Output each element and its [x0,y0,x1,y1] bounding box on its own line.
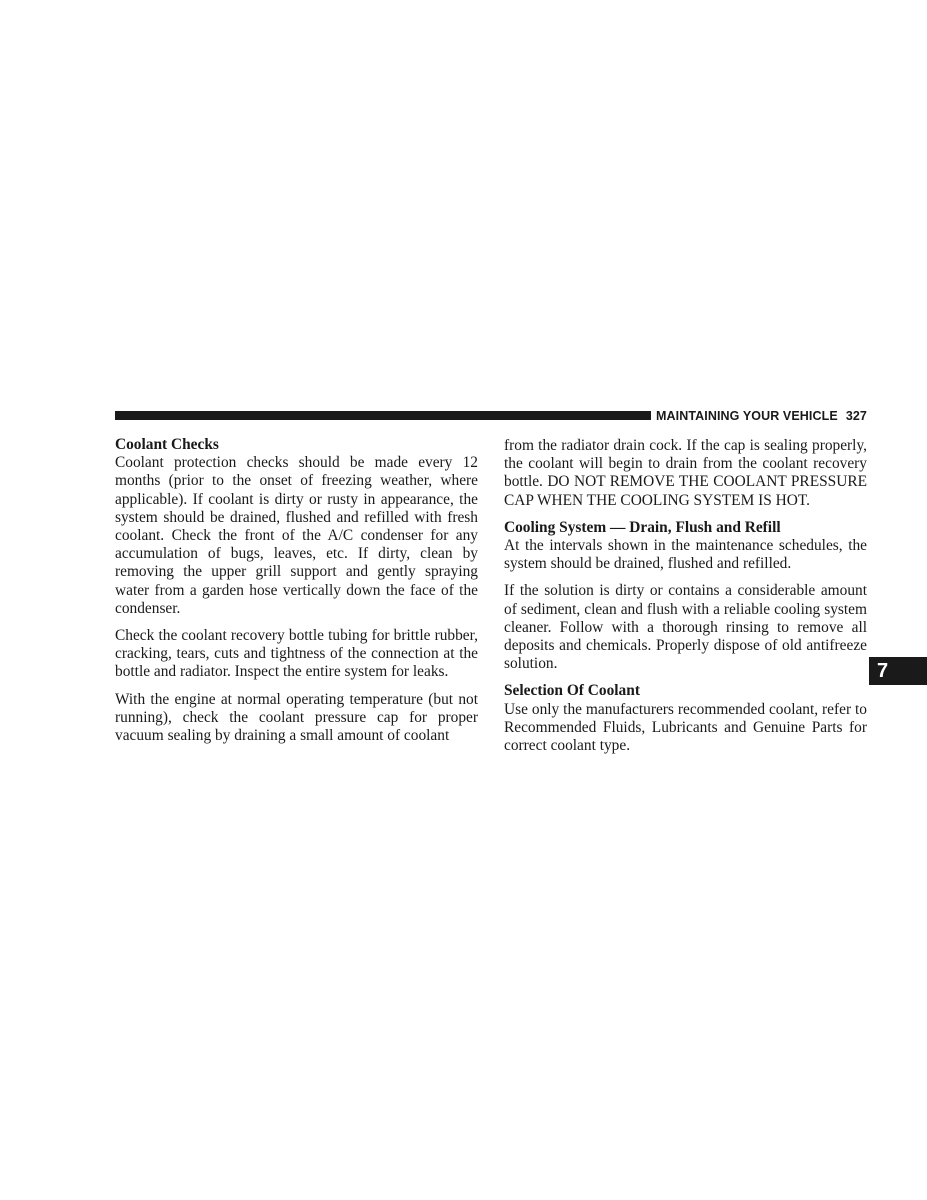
chapter-number: 7 [877,660,889,682]
header-rule [115,411,651,420]
body-paragraph: Coolant protection checks should be made every 12 months (prior to the onset of freezing weather, where applicable). If coolant is dirty or rusty in appearance, the system should be drained, flushed and refilled with fresh coolant. Check the front of the A/C condenser for any accumulation of bugs, leaves, etc. If dirty, clean by removing the upper grill support and gently spraying water from a garden hose vertically down the face of the condenser. [115,454,478,617]
selection-of-coolant-section [504,682,867,755]
coolant-checks-heading: Coolant Checks [115,436,219,453]
chapter-tab [869,657,927,685]
section-heading: Selection Of Coolant [504,682,640,700]
page-number: 327 [845,409,867,423]
right-column [504,437,867,764]
body-paragraph: Use only the manufacturers recommended coolant, refer to Recommended Fluids, Lubricants and Genuine Parts for correct coolant type. [504,700,867,755]
body-paragraph: With the engine at normal operating temperature (but not running), check the coolant pressure cap for proper vacuum sealing by draining a small amount of coolant [115,690,478,745]
running-header [656,408,867,424]
left-column [115,436,478,754]
drain-flush-refill-section [504,519,867,674]
section-title: MAINTAINING YOUR VEHICLE [656,409,838,423]
body-paragraph: Check the coolant recovery bottle tubing for brittle rubber, cracking, tears, cuts and tightness of the connection at the bottle and radiator. Inspect the entire system for leaks. [115,627,478,681]
continued-paragraph: from the radiator drain cock. If the cap is sealing properly, the coolant will begin to drain from the coolant recovery bottle. DO NOT REMOVE THE COOLANT PRESSURE CAP WHEN THE COOLING SYSTEM IS HOT. [504,437,867,509]
body-paragraph: If the solution is dirty or contains a considerable amount of sediment, clean and flush with a reliable cooling system cleaner. Follow with a thorough rinsing to remove all deposits and chemicals. Properly dispose of old antifreeze solution. [504,582,867,673]
body-paragraph: At the intervals shown in the maintenance schedules, the system should be drained, flushed and refilled. [504,537,867,573]
section-heading: Cooling System — Drain, Flush and Refill [504,518,781,536]
